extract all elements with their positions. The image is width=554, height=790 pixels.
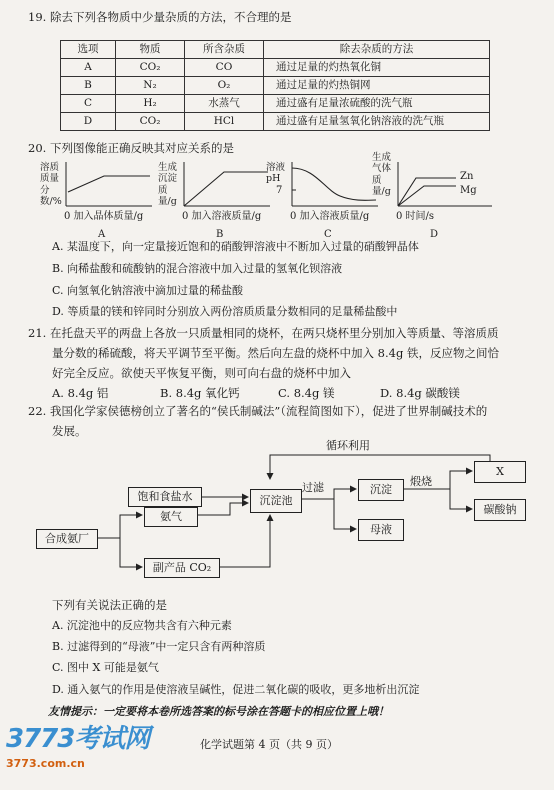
graph-d-xlabel: 0 时间/s — [396, 211, 435, 222]
flow-byproduct-box: 副产品 CO₂ — [144, 558, 220, 578]
table-row — [61, 59, 490, 77]
q20-graph-d — [372, 152, 507, 240]
table-cell: 通过足量的灼热氧化铜 — [264, 59, 490, 77]
table-row — [61, 95, 490, 113]
q22-option-d: D. 通入氨气的作用是使溶液呈碱性，促进二氧化碳的吸收，更多地析出沉淀 — [52, 683, 420, 696]
flow-filter-label: 过滤 — [302, 481, 324, 494]
q21-line2: 量分数的稀硫酸，将天平调节至平衡。然后向左盘的烧杯中加入 8.4g 铁，反应物之间恰 — [52, 346, 499, 360]
table-cell: CO₂ — [116, 59, 185, 77]
flow-recycle-label: 循环利用 — [326, 439, 370, 452]
table-row — [61, 77, 490, 95]
table-cell: 通过足量的灼热铜网 — [264, 77, 490, 95]
q20-option-c: C. 向氢氧化钠溶液中滴加过量的稀盐酸 — [52, 284, 244, 297]
q20-graph-b — [158, 162, 273, 240]
graph-c-xlabel: 0 加入溶液质量/g — [290, 211, 370, 222]
graph-a-ylabel: 溶质质量分数/% — [40, 162, 62, 208]
q19-header-method: 除去杂质的方法 — [264, 41, 490, 59]
flow-mother-box: 母液 — [358, 519, 404, 541]
watermark-brand: 3773考试网 — [6, 724, 150, 754]
graph-d-letter: D — [430, 229, 439, 240]
table-cell: N₂ — [116, 77, 185, 95]
q20-option-a: A. 某温度下，向一定量接近饱和的硝酸钾溶液中不断加入过量的硝酸钾晶体 — [52, 240, 419, 253]
page-number: 化学试题第 4 页（共 9 页） — [200, 738, 338, 751]
q20-stem: 20. 下列图像能正确反映其对应关系的是 — [28, 141, 234, 155]
graph-d-curve-mg — [398, 186, 456, 206]
graph-c-plot — [290, 162, 380, 212]
q20-graph-c — [266, 162, 381, 240]
table-cell: H₂ — [116, 95, 185, 113]
table-cell: A — [61, 59, 116, 77]
q20-graph-a — [40, 162, 155, 240]
watermark-url: 3773.com.cn — [6, 757, 85, 771]
graph-c-letter: C — [324, 229, 332, 240]
q19-table — [60, 40, 490, 131]
graph-d-legend-zn: Zn — [460, 171, 474, 182]
q22-option-c: C. 图中 X 可能是氨气 — [52, 661, 159, 674]
q21-line1: 21. 在托盘天平的两盘上各放一只质量相同的烧杯，在两只烧杯里分别加入等质量、等溶质质 — [28, 326, 499, 340]
table-cell: 水蒸气 — [185, 95, 264, 113]
table-cell: HCl — [185, 113, 264, 131]
graph-b-ylabel: 生成沉淀质量/g — [158, 162, 178, 208]
table-cell: D — [61, 113, 116, 131]
friendly-tip: 友情提示：一定要将本卷所选答案的标号涂在答题卡的相应位置上哦！ — [48, 705, 389, 718]
table-cell: 通过盛有足量浓硫酸的洗气瓶 — [264, 95, 490, 113]
flow-tank-box: 沉淀池 — [250, 489, 302, 513]
graph-b-xlabel: 0 加入溶液质量/g — [182, 211, 262, 222]
q19-header-impurity: 所含杂质 — [185, 41, 264, 59]
q19-header-substance: 物质 — [116, 41, 185, 59]
q21-option-b: B. 8.4g 氧化钙 — [160, 386, 240, 400]
flow-plant-box: 合成氨厂 — [36, 529, 98, 549]
q21-option-d: D. 8.4g 碳酸镁 — [380, 386, 460, 400]
q21-line3: 好完全反应。欲使天平恢复平衡，则可向右盘的烧杯中加入 — [52, 366, 351, 380]
q22-flow-diagram — [30, 437, 530, 587]
q19-header-option: 选项 — [61, 41, 116, 59]
graph-a-letter: A — [98, 229, 106, 240]
q20-option-b: B. 向稀盐酸和硫酸钠的混合溶液中加入过量的氢氧化钡溶液 — [52, 262, 343, 275]
flow-precipitate-box: 沉淀 — [358, 479, 404, 501]
graph-b-letter: B — [216, 229, 224, 240]
table-cell: B — [61, 77, 116, 95]
graph-c-ylabel: 溶液pH — [266, 162, 286, 185]
q21-option-c: C. 8.4g 镁 — [278, 386, 335, 400]
q19-header-row — [61, 41, 490, 59]
graph-c-ytick: 7 — [276, 185, 283, 196]
q22-option-b: B. 过滤得到的“母液”中一定只含有两种溶质 — [52, 640, 266, 653]
graph-a-curve — [68, 176, 150, 192]
table-cell: C — [61, 95, 116, 113]
q22-line2: 发展。 — [52, 424, 87, 438]
q22-prompt: 下列有关说法正确的是 — [52, 598, 167, 612]
q19-stem: 19. 除去下列各物质中少量杂质的方法，不合理的是 — [28, 10, 292, 24]
table-row — [61, 113, 490, 131]
graph-b-curve — [184, 172, 268, 206]
graph-c-curve — [292, 168, 376, 200]
flow-brine-box: 饱和食盐水 — [128, 487, 202, 507]
q22-line1: 22. 我国化学家侯德榜创立了著名的“侯氏制碱法”（流程简图如下），促进了世界制碱技术的 — [28, 404, 488, 418]
q22-option-a: A. 沉淀池中的反应物共含有六种元素 — [52, 619, 232, 632]
q21-option-a: A. 8.4g 铝 — [52, 386, 109, 400]
table-cell: CO — [185, 59, 264, 77]
graph-d-ylabel: 生成气体质量/g — [372, 152, 392, 198]
graph-a-plot — [64, 162, 154, 212]
flow-soda-box: 碳酸钠 — [474, 499, 526, 521]
graph-d-curve-zn — [398, 178, 456, 206]
flow-calcine-label: 煅烧 — [410, 475, 432, 488]
graph-b-plot — [182, 162, 272, 212]
graph-a-xlabel: 0 加入晶体质量/g — [64, 211, 144, 222]
flow-ammonia-box: 氨气 — [144, 507, 198, 527]
table-cell: O₂ — [185, 77, 264, 95]
graph-d-legend-mg: Mg — [460, 185, 477, 196]
q20-option-d: D. 等质量的镁和锌同时分别放入两份溶质质量分数相同的足量稀盐酸中 — [52, 305, 398, 318]
flow-x-box: X — [474, 461, 526, 483]
graph-d-plot — [396, 162, 496, 212]
table-cell: CO₂ — [116, 113, 185, 131]
table-cell: 通过盛有足量氢氧化钠溶液的洗气瓶 — [264, 113, 490, 131]
watermark-logo — [6, 722, 149, 772]
